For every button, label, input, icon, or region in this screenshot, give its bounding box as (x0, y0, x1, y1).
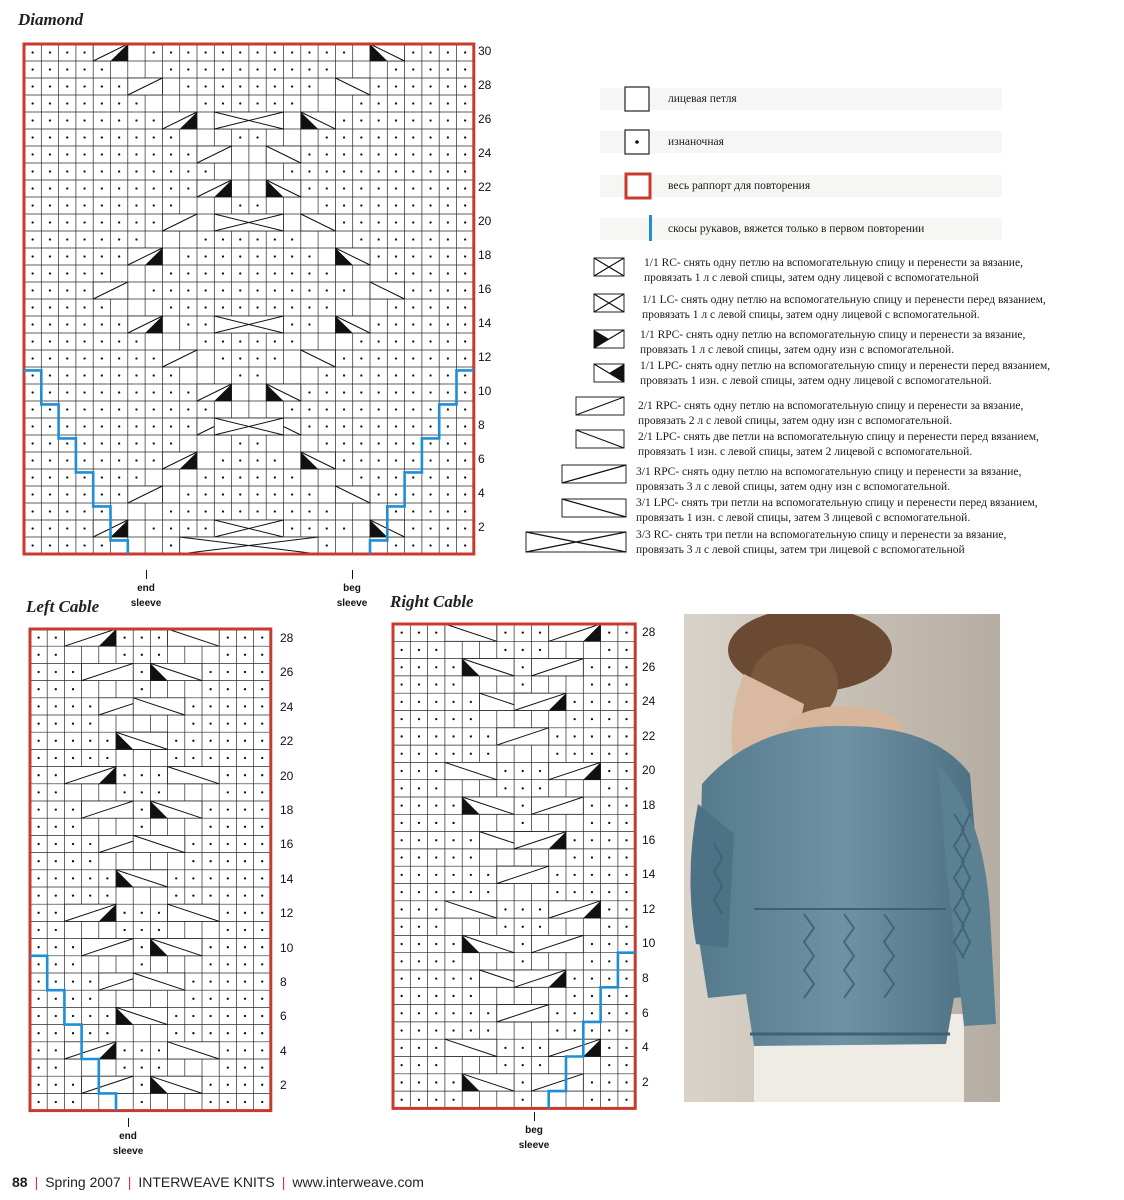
row-number: 26 (642, 659, 656, 674)
row-number: 8 (280, 975, 287, 989)
row-number: 22 (642, 728, 656, 743)
row-number: 22 (478, 180, 492, 194)
legend-lpc21-line1: 2/1 LPC- снять две петли на вспомогательную спицу и перенести перед вязанием, (638, 431, 1039, 443)
row-number: 20 (642, 763, 656, 778)
website-link[interactable]: www.interweave.com (292, 1174, 424, 1190)
row-number: 6 (478, 452, 485, 466)
repeat-box-icon (624, 172, 652, 200)
row-number: 2 (642, 1074, 649, 1089)
left-cable-chart-grid (28, 627, 273, 1113)
row-number: 24 (478, 146, 492, 160)
row-number: 10 (478, 384, 492, 398)
diamond-chart-grid (22, 42, 476, 556)
legend-rc33-line2: провязать 3 л с левой спицы, затем три лицевой с вспомогательной (636, 544, 965, 556)
left-cable-chart-title: Left Cable (26, 597, 100, 616)
row-number: 16 (478, 282, 492, 296)
legend-rpc21-line2: провязать 2 л с левой спицы, затем одну изн с вспомогательной. (638, 415, 953, 427)
row-number: 30 (478, 44, 492, 58)
legend-lpc21-line2: провязать 1 изн. с левой спицы, затем 2 лицевой с вспомогательной. (638, 446, 973, 458)
page-footer: 88 | Spring 2007 | INTERWEAVE KNITS | www.interweave.com (12, 1174, 424, 1190)
legend-rpc21-line1: 2/1 RPC- снять одну петлю на вспомогательную спицу и перенести за вязание, (638, 400, 1024, 412)
row-number: 12 (642, 901, 656, 916)
legend-knit-label: лицевая петля (668, 93, 737, 105)
legend-lpc31-line1: 3/1 LPC- снять три петли на вспомогательную спицу и перенести перед вязанием, (636, 497, 1038, 509)
row-number: 20 (478, 214, 492, 228)
legend-sleeve-label: скосы рукавов, вяжется только в первом повторении (668, 223, 925, 235)
legend-lpc31-line2: провязать 1 изн. с левой спицы, затем 3 лицевой с вспомогательной. (636, 512, 971, 524)
row-number: 12 (478, 350, 492, 364)
legend-rpc31-line1: 3/1 RPC- снять одну петлю на вспомогательную спицу и перенести за вязание, (636, 466, 1022, 478)
row-number: 4 (642, 1040, 649, 1055)
row-number: 16 (642, 832, 656, 847)
magazine-name: INTERWEAVE KNITS (138, 1174, 275, 1190)
diamond-beg-sleeve-marker: beg sleeve (322, 570, 382, 611)
diamond-chart-title: Diamond (18, 10, 84, 29)
row-number: 24 (280, 699, 294, 714)
row-number: 26 (478, 112, 492, 126)
cable-1-1-rc-icon (592, 256, 626, 278)
legend-lc11-line2: провязать 1 л с левой спицы, затем одну лицевой с вспомогательной. (642, 309, 980, 321)
row-number: 2 (478, 520, 485, 534)
legend-rpc31-line2: провязать 3 л с левой спицы, затем одну изн с вспомогательной. (636, 481, 951, 493)
legend-rpc11-line2: провязать 1 л с левой спицы, затем одну изн с вспомогательной. (640, 344, 955, 356)
row-number: 20 (280, 768, 294, 783)
legend-rc11-line1: 1/1 RC- снять одну петлю на вспомогательную спицу и перенести за вязание, (644, 257, 1023, 269)
row-number: 22 (280, 734, 294, 749)
cable-3-1-lpc-icon (560, 497, 628, 519)
row-number: 10 (280, 940, 294, 955)
purl-stitch-icon (624, 129, 650, 155)
left-cable-end-sleeve-marker: end sleeve (98, 1118, 158, 1159)
cable-1-1-lc-icon (592, 292, 626, 314)
knit-stitch-icon (624, 86, 650, 112)
right-cable-beg-sleeve-marker: beg sleeve (504, 1112, 564, 1153)
row-number: 8 (478, 418, 485, 432)
cable-2-1-rpc-icon (574, 395, 626, 417)
sleeve-line-icon (648, 214, 654, 242)
diamond-end-sleeve-marker: end sleeve (116, 570, 176, 611)
row-number: 14 (642, 867, 656, 882)
row-number: 26 (280, 665, 294, 680)
row-number: 2 (280, 1078, 287, 1093)
row-number: 28 (280, 631, 294, 645)
legend-repeat-label: весь раппорт для повторения (668, 180, 811, 192)
row-number: 4 (280, 1043, 287, 1058)
sweater-photo (684, 614, 1000, 1102)
legend-purl-label: изнаночная (668, 136, 724, 148)
row-number: 10 (642, 936, 656, 951)
row-number: 16 (280, 837, 294, 852)
cable-3-1-rpc-icon (560, 463, 628, 485)
legend-lpc11-line1: 1/1 LPC- снять одну петлю на вспомогательную спицу и перенести перед вязанием, (640, 360, 1051, 372)
cable-3-3-rc-icon (524, 530, 628, 554)
row-number: 28 (642, 625, 656, 639)
row-number: 18 (280, 803, 294, 817)
row-number: 18 (478, 248, 492, 262)
legend-rc33-line1: 3/3 RC- снять три петли на вспомогательную спицу и перенести за вязание, (636, 529, 1007, 541)
row-number: 14 (280, 871, 294, 886)
row-number: 14 (478, 316, 492, 330)
right-cable-chart-grid (391, 622, 637, 1110)
legend-rc11-line2: провязать 1 л с левой спицы, затем одну лицевой с вспомогательной (644, 272, 979, 284)
row-number: 8 (642, 971, 649, 985)
row-number: 18 (642, 798, 656, 812)
row-number: 12 (280, 906, 294, 921)
row-number: 24 (642, 694, 656, 709)
cable-2-1-lpc-icon (574, 428, 626, 450)
legend-rpc11-line1: 1/1 RPC- снять одну петлю на вспомогательную спицу и перенести за вязание, (640, 329, 1026, 341)
issue-label: Spring 2007 (45, 1174, 121, 1190)
row-number: 6 (280, 1009, 287, 1024)
cable-1-1-lpc-icon (592, 362, 626, 384)
row-number: 6 (642, 1005, 649, 1020)
page-number: 88 (12, 1174, 28, 1190)
row-number: 28 (478, 78, 492, 92)
right-cable-chart-title: Right Cable (390, 592, 474, 611)
legend-lc11-line1: 1/1 LC- снять одну петлю на вспомогательную спицу и перенести перед вязанием, (642, 294, 1046, 306)
cable-1-1-rpc-icon (592, 328, 626, 350)
row-number: 4 (478, 486, 485, 500)
legend-lpc11-line2: провязать 1 изн. с левой спицы, затем одну лицевой с вспомогательной. (640, 375, 992, 387)
